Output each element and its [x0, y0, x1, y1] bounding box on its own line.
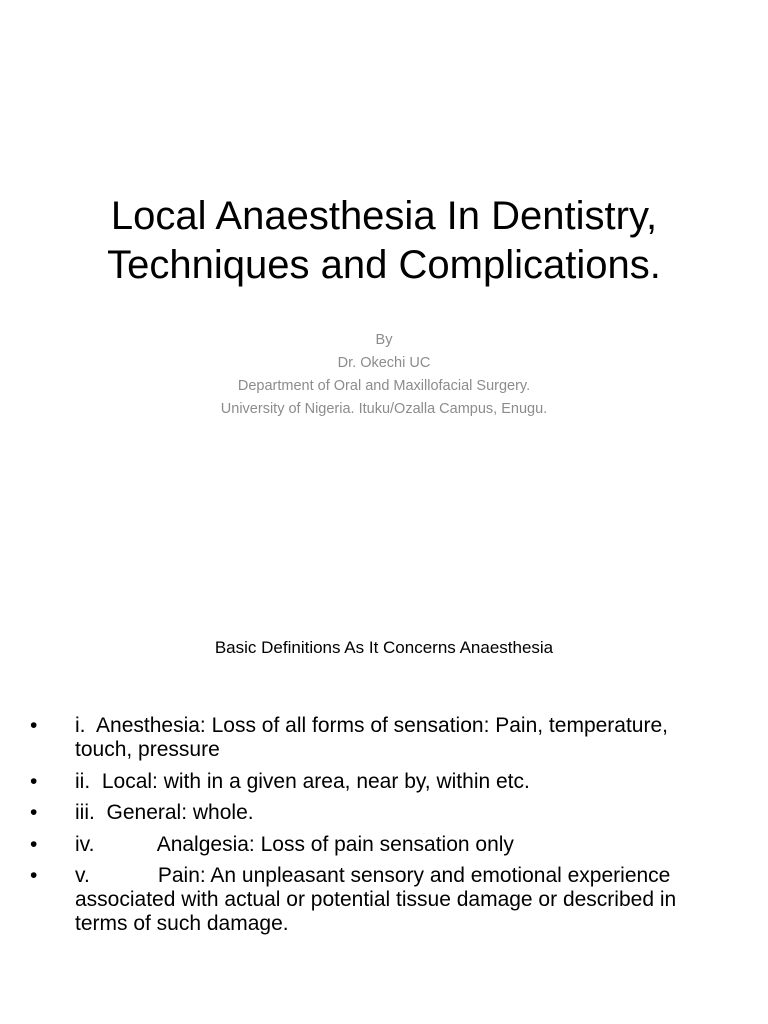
title-line-2: Techniques and Complications.	[107, 243, 661, 287]
bullet-icon: •	[30, 769, 38, 793]
byline-by: By	[375, 332, 393, 348]
bullet-icon: •	[30, 714, 38, 737]
definition-item	[30, 801, 730, 825]
definition-text: Analgesia: Loss of pain sensation only	[156, 832, 514, 856]
definition-marker: i.	[75, 714, 92, 737]
bullet-icon: •	[30, 832, 38, 856]
title-line-1: Local Anaesthesia In Dentistry,	[110, 194, 658, 238]
definition-marker: iii.	[75, 801, 101, 824]
author-byline	[0, 329, 768, 421]
definition-item	[30, 714, 730, 762]
definition-marker: iv.	[75, 832, 95, 856]
byline-department: Department of Oral and Maxillofacial Surgery.	[237, 378, 531, 394]
definition-item	[30, 864, 730, 936]
byline-author: Dr. Okechi UC	[337, 355, 431, 371]
definition-item	[30, 833, 730, 857]
bullet-icon: •	[30, 801, 38, 824]
section-subtitle: Basic Definitions As It Concerns Anaesthesia	[214, 638, 554, 657]
definition-text: Pain: An unpleasant sensory and emotional experience associated with actual or potential tissue damage or described in terms of such damage.	[75, 864, 677, 935]
byline-university: University of Nigeria. Ituku/Ozalla Campus, Enugu.	[220, 401, 548, 417]
document-title	[0, 192, 768, 290]
definition-item	[30, 770, 730, 794]
definitions-list	[30, 714, 730, 944]
definition-marker: ii.	[75, 769, 96, 793]
definition-text: Anesthesia: Loss of all forms of sensation: Pain, temperature, touch, pressure	[75, 714, 668, 761]
definition-text: Local: with in a given area, near by, within etc.	[101, 769, 530, 793]
definition-marker: v.	[75, 864, 90, 887]
definition-text: General: whole.	[106, 801, 254, 824]
bullet-icon: •	[30, 864, 38, 887]
